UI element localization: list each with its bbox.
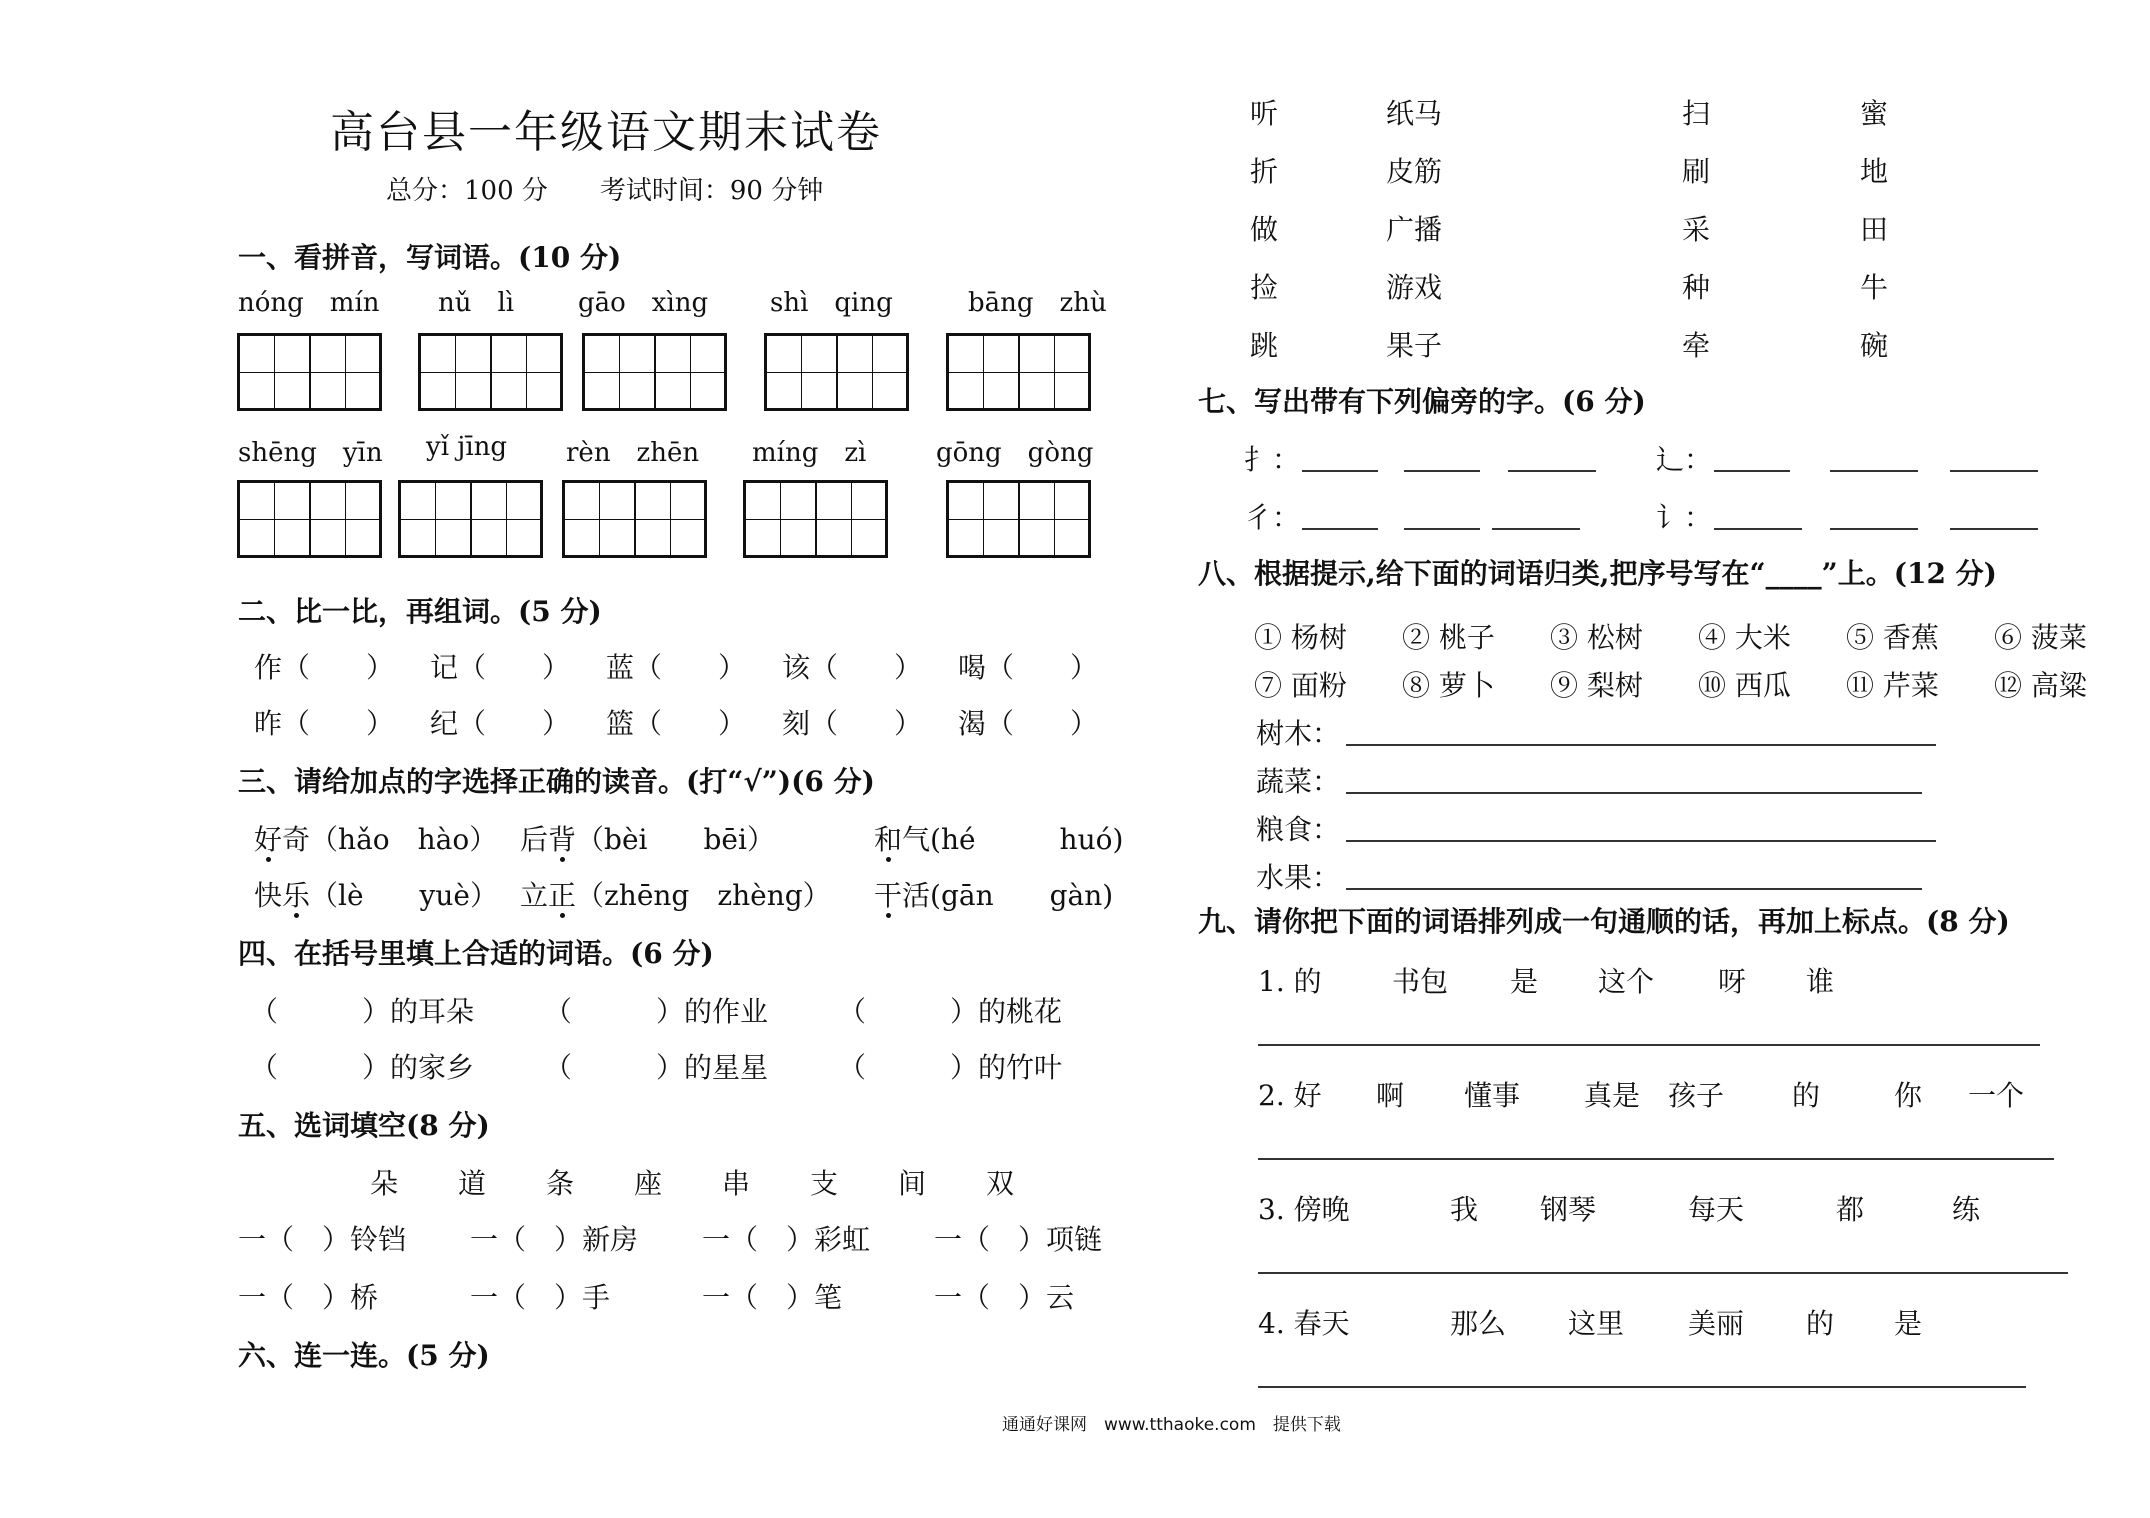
match-verb[interactable]: 种 [1682, 271, 1711, 304]
page-title: 高台县一年级语文期末试卷 [330, 107, 882, 158]
compare-item: 昨（ ） [254, 707, 395, 740]
section-1-heading: 一、看拼音，写词语。(10 分) [238, 241, 622, 274]
answer-blank[interactable] [1346, 744, 1936, 746]
fill-item: （ ）的竹叶 [838, 1051, 1063, 1084]
sentence-word: 钢琴 [1540, 1193, 1597, 1226]
dotted-char: 和 [874, 823, 903, 856]
reading-item: 立正（zhēng zhèng） [520, 879, 831, 912]
section-8-heading: 八、根据提示,给下面的词语归类,把序号写在“____”上。(12 分) [1198, 557, 1997, 590]
writing-grid[interactable] [743, 480, 888, 558]
match-verb[interactable]: 跳 [1250, 329, 1279, 362]
category-label: 蔬菜： [1256, 765, 1341, 798]
sentence-word: 呀 [1718, 965, 1747, 998]
match-verb[interactable]: 做 [1250, 213, 1279, 246]
writing-grid[interactable] [237, 480, 382, 558]
pinyin-5: bāng zhù [968, 288, 1107, 318]
sentence-word: 啊 [1376, 1079, 1405, 1112]
answer-blank[interactable] [1714, 528, 1802, 530]
word-item: ⑤ 香蕉 [1846, 621, 1939, 654]
reading-item: 和气(hé huó) [874, 823, 1124, 856]
dotted-char: 正 [548, 879, 577, 912]
sentence-word: 书包 [1392, 965, 1449, 998]
sentence-word: 1. 的 [1258, 965, 1322, 998]
match-noun[interactable]: 皮筋 [1386, 155, 1443, 188]
section-9-heading: 九、请你把下面的词语排列成一句通顺的话，再加上标点。(8 分) [1198, 905, 2010, 938]
reading-item: 干活(gān gàn) [874, 879, 1114, 912]
reading-item: 快乐（lè yuè） [254, 879, 498, 912]
dotted-char: 干 [874, 879, 903, 912]
sentence-word: 孩子 [1668, 1079, 1725, 1112]
sentence-word: 的 [1806, 1307, 1835, 1340]
match-noun[interactable]: 碗 [1860, 329, 1889, 362]
page-subtitle: 总分：100 分 考试时间：90 分钟 [386, 176, 824, 206]
word-item: ⑧ 萝卜 [1402, 669, 1495, 702]
answer-blank[interactable] [1950, 470, 2038, 472]
answer-blank[interactable] [1508, 470, 1596, 472]
answer-blank[interactable] [1302, 528, 1378, 530]
word-option: 双 [986, 1167, 1015, 1200]
match-verb[interactable]: 采 [1682, 213, 1711, 246]
radical-label: 讠： [1656, 501, 1713, 534]
fill-item: （ ）的家乡 [250, 1051, 475, 1084]
reading-item: 后背（bèi bēi） [520, 823, 775, 856]
reading-item: 好奇（hǎo hào） [254, 823, 498, 856]
pinyin-8: rèn zhēn [566, 438, 700, 468]
section-7-heading: 七、写出带有下列偏旁的字。(6 分) [1198, 385, 1646, 418]
section-3-heading: 三、请给加点的字选择正确的读音。(打“√”)(6 分) [238, 765, 875, 798]
word-item: ⑩ 西瓜 [1698, 669, 1791, 702]
dotted-char: 背 [548, 823, 577, 856]
match-noun[interactable]: 游戏 [1386, 271, 1443, 304]
word-option: 朵 [370, 1167, 399, 1200]
answer-blank[interactable] [1950, 528, 2038, 530]
sentence-word: 一个 [1968, 1079, 2025, 1112]
word-item: ⑫ 高粱 [1994, 669, 2087, 702]
dotted-char: 乐 [282, 879, 311, 912]
word-item: ② 桃子 [1402, 621, 1495, 654]
answer-blank[interactable] [1492, 528, 1580, 530]
match-noun[interactable]: 牛 [1860, 271, 1889, 304]
word-item: ③ 松树 [1550, 621, 1643, 654]
radical-label: 辶： [1656, 443, 1713, 476]
measure-item: 一（ ）铃铛 [238, 1223, 407, 1256]
word-option: 支 [810, 1167, 839, 1200]
word-item: ⑪ 芹菜 [1846, 669, 1939, 702]
radical-label: 彳： [1244, 501, 1301, 534]
section-6-heading: 六、连一连。(5 分) [238, 1339, 490, 1372]
sentence-word: 是 [1510, 965, 1539, 998]
measure-item: 一（ ）彩虹 [702, 1223, 871, 1256]
pinyin-9: míng zì [752, 438, 867, 468]
dotted-char: 好 [254, 823, 283, 856]
answer-blank[interactable] [1404, 528, 1480, 530]
sentence-word: 美丽 [1688, 1307, 1745, 1340]
sentence-word: 都 [1836, 1193, 1865, 1226]
writing-grid[interactable] [418, 333, 563, 411]
sentence-word: 的 [1792, 1079, 1821, 1112]
answer-blank[interactable] [1714, 470, 1790, 472]
word-option: 座 [634, 1167, 663, 1200]
sentence-word: 2. 好 [1258, 1079, 1322, 1112]
compare-item: 蓝（ ） [606, 651, 747, 684]
answer-blank[interactable] [1346, 792, 1922, 794]
pinyin-7: yǐ jīng [426, 432, 508, 462]
section-2-heading: 二、比一比，再组词。(5 分) [238, 595, 602, 628]
fill-item: （ ）的星星 [544, 1051, 769, 1084]
compare-item: 刻（ ） [782, 707, 923, 740]
writing-grid[interactable] [398, 480, 543, 558]
word-item: ⑥ 菠菜 [1994, 621, 2087, 654]
measure-item: 一（ ）手 [470, 1281, 611, 1314]
word-item: ④ 大米 [1698, 621, 1791, 654]
fill-item: （ ）的作业 [544, 995, 769, 1028]
sentence-answer-line[interactable] [1258, 1158, 2054, 1160]
word-option: 间 [898, 1167, 927, 1200]
fill-item: （ ）的耳朵 [250, 995, 475, 1028]
sentence-word: 练 [1952, 1193, 1981, 1226]
compare-item: 记（ ） [430, 651, 571, 684]
category-label: 粮食： [1256, 813, 1341, 846]
footer-text: 通通好课网 www.tthaoke.com 提供下载 [1002, 1415, 1341, 1435]
answer-blank[interactable] [1302, 470, 1378, 472]
compare-item: 篮（ ） [606, 707, 747, 740]
word-item: ⑦ 面粉 [1254, 669, 1347, 702]
sentence-word: 是 [1894, 1307, 1923, 1340]
measure-item: 一（ ）云 [934, 1281, 1075, 1314]
sentence-word: 3. 傍晚 [1258, 1193, 1350, 1226]
sentence-word: 每天 [1688, 1193, 1745, 1226]
word-option: 道 [458, 1167, 487, 1200]
sentence-word: 谁 [1806, 965, 1835, 998]
pinyin-1: nóng mín [238, 288, 380, 318]
match-verb[interactable]: 扫 [1682, 97, 1711, 130]
match-noun[interactable]: 蜜 [1860, 97, 1889, 130]
category-label: 树木： [1256, 717, 1341, 750]
word-item: ⑨ 梨树 [1550, 669, 1643, 702]
compare-item: 作（ ） [254, 651, 395, 684]
word-option: 条 [546, 1167, 575, 1200]
sentence-word: 4. 春天 [1258, 1307, 1350, 1340]
pinyin-4: shì qing [770, 288, 893, 318]
match-noun[interactable]: 田 [1860, 213, 1889, 246]
measure-item: 一（ ）笔 [702, 1281, 843, 1314]
compare-item: 喝（ ） [958, 651, 1099, 684]
sentence-word: 我 [1450, 1193, 1479, 1226]
match-verb[interactable]: 牵 [1682, 329, 1711, 362]
match-verb[interactable]: 折 [1250, 155, 1279, 188]
sentence-word: 懂事 [1464, 1079, 1521, 1112]
compare-item: 该（ ） [782, 651, 923, 684]
writing-grid[interactable] [582, 333, 727, 411]
sentence-answer-line[interactable] [1258, 1044, 2040, 1046]
match-noun[interactable]: 果子 [1386, 329, 1443, 362]
measure-item: 一（ ）桥 [238, 1281, 379, 1314]
match-verb[interactable]: 捡 [1250, 271, 1279, 304]
answer-blank[interactable] [1830, 528, 1918, 530]
sentence-word: 你 [1894, 1079, 1923, 1112]
sentence-word: 那么 [1450, 1307, 1507, 1340]
match-noun[interactable]: 地 [1860, 155, 1889, 188]
answer-blank[interactable] [1346, 840, 1936, 842]
match-verb[interactable]: 刷 [1682, 155, 1711, 188]
writing-grid[interactable] [764, 333, 909, 411]
writing-grid[interactable] [946, 480, 1091, 558]
sentence-answer-line[interactable] [1258, 1272, 2068, 1274]
match-noun[interactable]: 纸马 [1386, 97, 1443, 130]
section-4-heading: 四、在括号里填上合适的词语。(6 分) [238, 937, 714, 970]
match-verb[interactable]: 听 [1250, 97, 1279, 130]
match-noun[interactable]: 广播 [1386, 213, 1443, 246]
word-option: 串 [722, 1167, 751, 1200]
fill-item: （ ）的桃花 [838, 995, 1063, 1028]
sentence-word: 真是 [1584, 1079, 1641, 1112]
writing-grid[interactable] [237, 333, 382, 411]
writing-grid[interactable] [946, 333, 1091, 411]
pinyin-3: gāo xìng [578, 288, 709, 318]
answer-blank[interactable] [1346, 888, 1922, 890]
measure-item: 一（ ）项链 [934, 1223, 1103, 1256]
sentence-word: 这个 [1598, 965, 1655, 998]
category-label: 水果： [1256, 861, 1341, 894]
writing-grid[interactable] [562, 480, 707, 558]
sentence-answer-line[interactable] [1258, 1386, 2026, 1388]
pinyin-2: nǔ lì [438, 288, 515, 318]
pinyin-10: gōng gòng [936, 438, 1094, 468]
sentence-word: 这里 [1568, 1307, 1625, 1340]
answer-blank[interactable] [1830, 470, 1918, 472]
pinyin-6: shēng yīn [238, 438, 383, 468]
answer-blank[interactable] [1404, 470, 1480, 472]
section-5-heading: 五、选词填空(8 分) [238, 1109, 490, 1142]
radical-label: 扌： [1244, 443, 1301, 476]
compare-item: 渴（ ） [958, 707, 1099, 740]
measure-item: 一（ ）新房 [470, 1223, 639, 1256]
word-item: ① 杨树 [1254, 621, 1347, 654]
compare-item: 纪（ ） [430, 707, 571, 740]
